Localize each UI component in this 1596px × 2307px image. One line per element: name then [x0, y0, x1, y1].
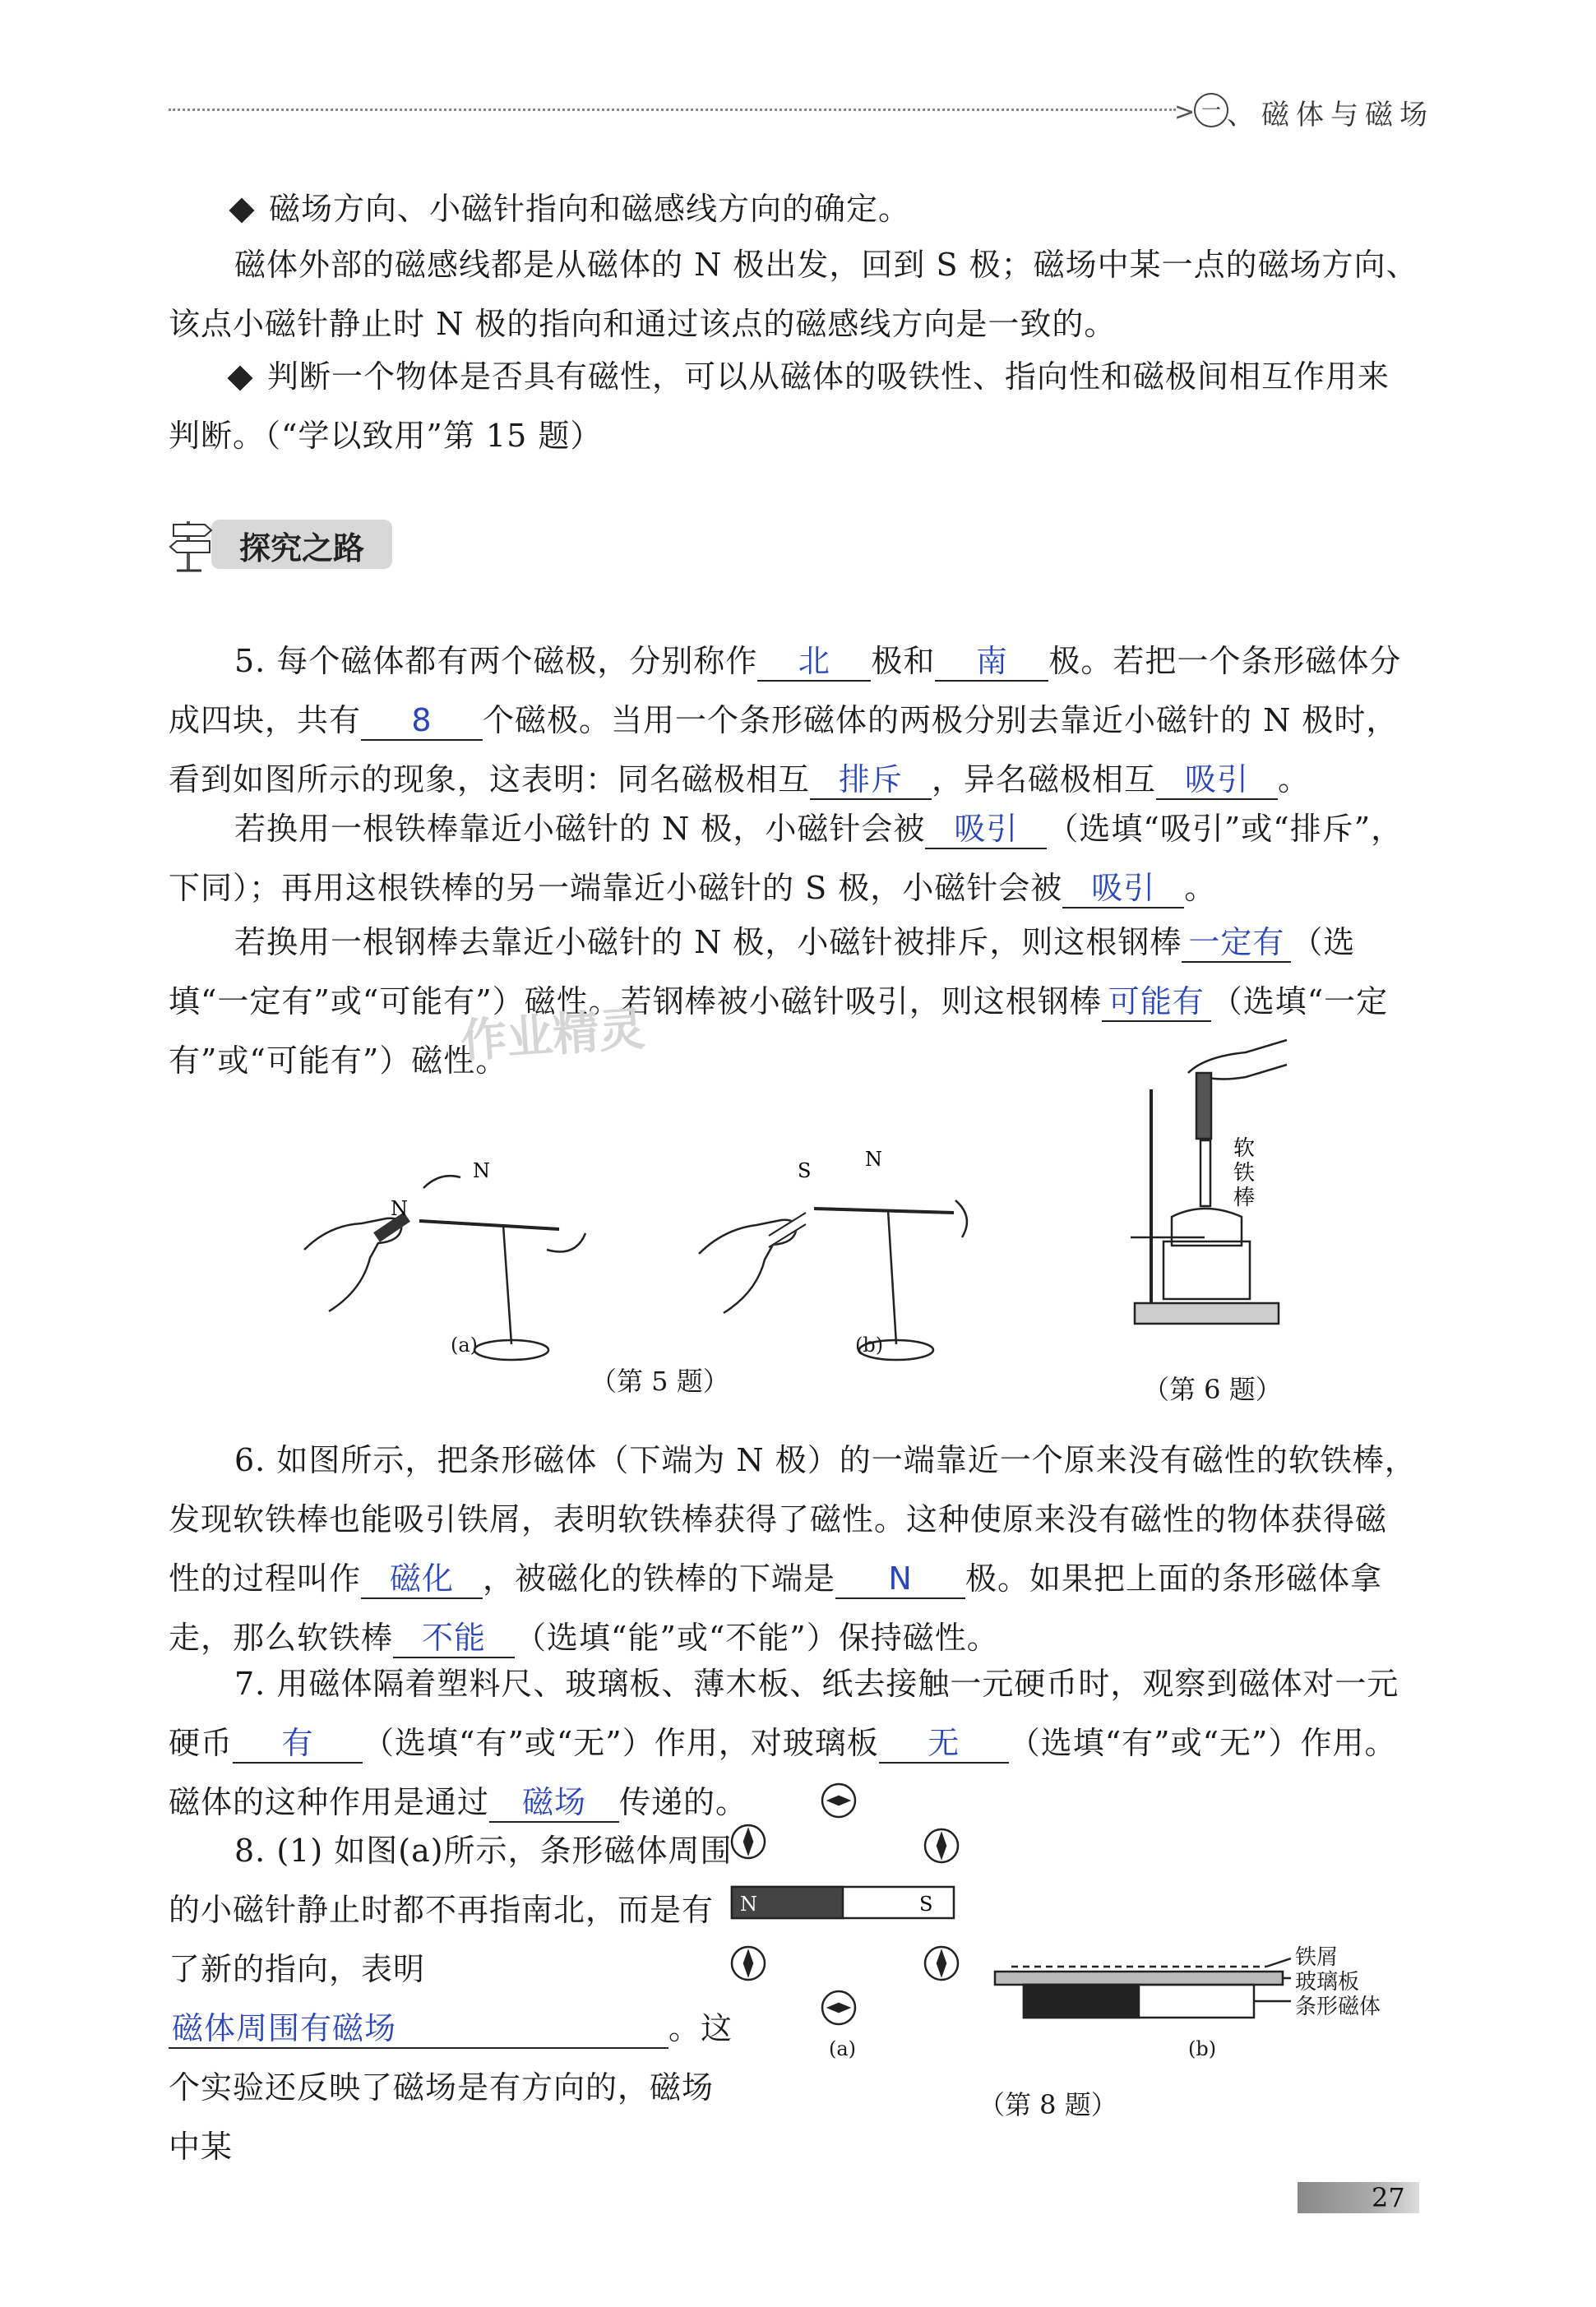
figure-5b-label: (b) — [855, 1334, 884, 1357]
label-s-pole-8a: S — [919, 1893, 933, 1916]
bar-magnet-8b-half — [1024, 1985, 1139, 2018]
bar-magnet-6 — [1196, 1073, 1211, 1139]
chapter-title: 、磁体与磁场 — [1227, 99, 1434, 132]
figure-8a-label: (a) — [829, 2037, 857, 2060]
question-5-part-3: 若换用一根钢棒去靠近小磁针的 N 极，小磁针被排斥，则这根钢棒 一定有 （选填“一定有”或“可能有”）磁性。若钢棒被小磁针吸引，则这根钢棒 可能有 （选填“一定有”或“可能有”）磁性。 — [169, 924, 1389, 1079]
answer-blank: 无 — [879, 1724, 1009, 1764]
diamond-bullet-icon — [229, 197, 254, 223]
label-char-1: 软 — [1233, 1136, 1256, 1161]
arrow-a-bottom — [547, 1233, 585, 1252]
figure-5b — [691, 1126, 1036, 1365]
answer-blank: 一定有 — [1182, 923, 1291, 963]
answer-blank: 不能 — [393, 1619, 515, 1658]
key-point-2: 判断一个物体是否具有磁性，可以从磁体的吸铁性、指向性和磁极间相互作用来判断。（“学以致用”第 15 题） — [169, 358, 1390, 454]
chapter-number: 一 — [1201, 99, 1221, 122]
figure-8b — [987, 1957, 1291, 2023]
header-rule — [169, 109, 1176, 111]
answer-blank: 吸引 — [1156, 761, 1278, 800]
compass-icon — [732, 1825, 765, 1858]
question-8: 8. (1) 如图(a)所示，条形磁体周围的小磁针静止时都不再指南北，而是有了新的指向，表明磁体周围有磁场 。这个实验还反映了磁场是有方向的，磁场中某 — [169, 1833, 733, 2165]
soft-iron-rod — [1200, 1140, 1210, 1206]
compass-icon — [732, 1947, 765, 1980]
figure-8a — [715, 1776, 970, 2047]
label-char-2: 铁 — [1233, 1161, 1256, 1186]
stand-base — [1135, 1303, 1279, 1324]
key-point-1-body: 磁体外部的磁感线都是从磁体的 N 极出发，回到 S 极；磁场中某一点的磁场方向、该点小磁针静止时 N 极的指向和通过该点的磁感线方向是一致的。 — [169, 247, 1418, 342]
label-n-magnet-a: N — [391, 1197, 408, 1220]
figure-8-caption: （第 8 题） — [978, 2089, 1117, 2120]
section-title: 探究之路 — [239, 530, 365, 566]
answer-blank: 磁化 — [361, 1560, 483, 1599]
needle-b — [814, 1209, 954, 1213]
figure-5 — [296, 1126, 641, 1365]
figure-5a-label: (a) — [451, 1334, 479, 1357]
page-number: 27 — [1372, 2182, 1405, 2213]
compass-icon — [925, 1947, 958, 1980]
section-banner — [169, 508, 399, 576]
soft-iron-label — [1233, 1136, 1255, 1210]
figure-8b-label: (b) — [1188, 2037, 1217, 2060]
answer-blank: 磁场 — [489, 1783, 619, 1823]
question-5: 5. 每个磁体都有两个磁极，分别称作 北 极和 南 极。若把一个条形磁体分成四块，共有 8 个磁极。当用一个条形磁体的两极分别去靠近小磁针的 N 极时，看到如图所示的现象，这表明：同名磁极相互 排斥 ，异名磁极相互 吸引 。 — [169, 631, 1418, 809]
needle-a — [419, 1221, 559, 1229]
diamond-bullet-icon — [227, 365, 252, 391]
answer-blank: 排斥 — [810, 761, 932, 800]
answer-blank: 可能有 — [1102, 982, 1211, 1022]
compass-icon — [822, 1991, 855, 2024]
pointer-1 — [1266, 1958, 1291, 1967]
question-7: 7. 用磁体隔着塑料尺、玻璃板、薄木板、纸去接触一元硬币时，观察到磁体对一元硬币 有 （选填“有”或“无”）作用，对玻璃板 无 （选填“有”或“无”）作用。磁体的这种作用是通过 磁场 传递的。 — [169, 1654, 1418, 1832]
label-bar-magnet: 条形磁体 — [1295, 1995, 1381, 2019]
answer-blank: 磁体周围有磁场 — [169, 2009, 668, 2049]
figure-5a — [304, 1176, 585, 1360]
label-glass-plate: 玻璃板 — [1295, 1970, 1360, 1995]
answer-blank: 吸引 — [925, 810, 1047, 849]
answer-blank: N — [835, 1560, 965, 1599]
label-n-needle-a: N — [473, 1159, 490, 1182]
label-char-3: 棒 — [1233, 1186, 1256, 1210]
answer-blank: 有 — [233, 1724, 363, 1764]
answer-blank: 南 — [935, 642, 1048, 682]
answer-blank: 北 — [757, 642, 871, 682]
compass-icon — [925, 1829, 958, 1862]
wood-block — [1163, 1241, 1250, 1299]
stand-a — [503, 1225, 511, 1344]
key-point-1: 磁场方向、小磁针指向和磁感线方向的确定。 — [234, 179, 1418, 238]
label-n-pole-8a: N — [740, 1893, 757, 1916]
label-iron-filings: 铁屑 — [1295, 1945, 1339, 1970]
glass-plate — [995, 1972, 1283, 1985]
answer-blank: 吸引 — [1062, 869, 1184, 908]
label-s-magnet-b: S — [798, 1159, 812, 1182]
answer-blank: 8 — [361, 701, 483, 741]
arrow-b — [955, 1200, 967, 1237]
stand-b — [888, 1210, 896, 1344]
question-6: 6. 如图所示，把条形磁体（下端为 N 极）的一端靠近一个原来没有磁性的软铁棒，发现软铁棒也能吸引铁屑，表明软铁棒获得了磁性。这种使原来没有磁性的物体获得磁性的过程叫作 磁化 ，被磁化的铁棒的下端是 N 极。如果把上面的条形磁体拿走，那么软铁棒 不能 （选填“能”或“不能”）保持磁性。 — [169, 1431, 1418, 1667]
chapter-number-badge — [1194, 93, 1228, 127]
header-arrow-icon: > — [1174, 98, 1196, 127]
arrow-a-top — [423, 1176, 460, 1188]
figure-5-caption: （第 5 题） — [590, 1366, 729, 1397]
question-5-part-2: 若换用一根铁棒靠近小磁针的 N 极，小磁针会被 吸引 （选填“吸引”或“排斥”，下同）；再用这根铁棒的另一端靠近小磁针的 S 极，小磁针会被 吸引 。 — [169, 799, 1418, 918]
figure-6-caption: （第 6 题） — [1143, 1374, 1282, 1405]
dish — [1172, 1209, 1242, 1246]
compass-icon — [822, 1784, 855, 1817]
watermark: 作业精灵 — [459, 1002, 647, 1069]
label-n-needle-b: N — [865, 1148, 882, 1171]
figure-6 — [1114, 1032, 1291, 1357]
